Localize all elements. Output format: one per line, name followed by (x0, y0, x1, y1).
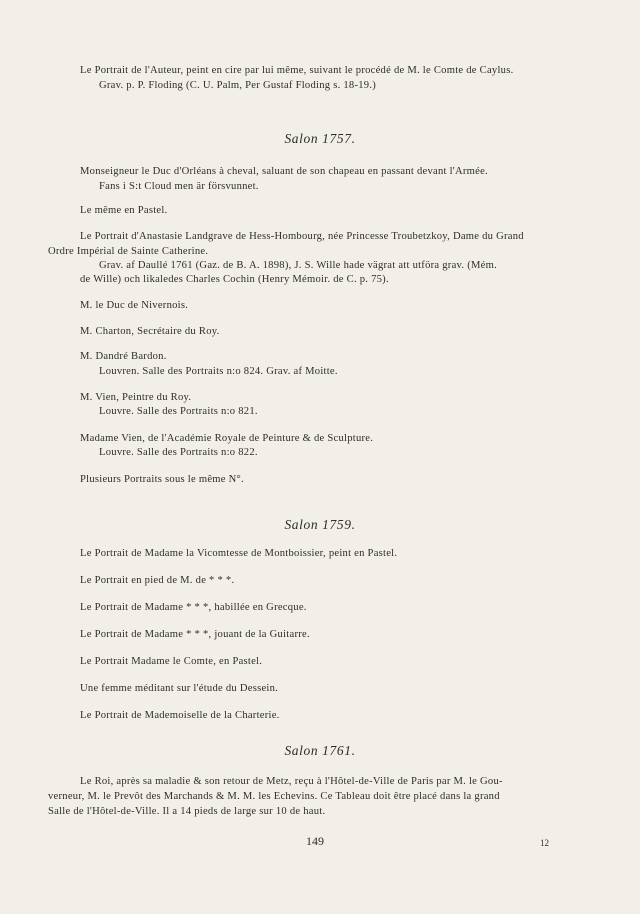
salon-1759-entry-7: Le Portrait de Mademoiselle de la Charterie. (80, 710, 280, 721)
page-number: 149 (306, 834, 324, 848)
intro-line-2: Grav. p. P. Floding (C. U. Palm, Per Gustaf Floding s. 18-19.) (99, 80, 377, 91)
intro-line-1: Le Portrait de l'Auteur, peint en cire par lui même, suivant le procédé de M. le Comte de Caylus. (80, 65, 514, 76)
salon-1757-entry-3-line-4: de Wille) och likaledes Charles Cochin (Henry Mémoir. de C. p. 75). (80, 274, 389, 285)
signature-mark: 12 (540, 838, 549, 848)
salon-1761-entry-1-line-1: Le Roi, après sa maladie & son retour de Metz, reçu à l'Hôtel-de-Ville de Paris par M. le Gou- (80, 776, 503, 787)
salon-1757-entry-2: Le même en Pastel. (80, 205, 168, 216)
salon-1759-entry-4: Le Portrait de Madame * * *, jouant de la Guitarre. (80, 629, 310, 640)
salon-1759-heading: Salon 1759. (284, 517, 356, 532)
salon-1757-entry-3-line-1: Le Portrait d'Anastasie Landgrave de Hess-Hombourg, née Princesse Troubetzkoy, Dame du Grand (80, 231, 524, 242)
salon-1757-entry-9: Plusieurs Portraits sous le même N°. (80, 474, 244, 485)
salon-1757-entry-6-line-2: Louvren. Salle des Portraits n:o 824. Grav. af Moitte. (99, 366, 338, 377)
salon-1759-entry-6: Une femme méditant sur l'étude du Dessein. (80, 683, 279, 694)
salon-1757-entry-6-line-1: M. Dandré Bardon. (80, 351, 167, 362)
salon-1761-entry-1-line-2: verneur, M. le Prevôt des Marchands & M. M. les Echevins. Ce Tableau doit être placé dans la grand (48, 791, 500, 802)
salon-1757-entry-8-line-1: Madame Vien, de l'Académie Royale de Peinture & de Sculpture. (80, 433, 374, 444)
salon-1757-entry-5: M. Charton, Secrétaire du Roy. (80, 326, 220, 337)
salon-1759-entry-2: Le Portrait en pied de M. de * * *. (80, 575, 235, 586)
salon-1757-entry-3-line-3: Grav. af Daullé 1761 (Gaz. de B. A. 1898), J. S. Wille hade vägrat att utföra grav. (Mém. (99, 260, 497, 271)
salon-1759-entry-3: Le Portrait de Madame * * *, habillée en Grecque. (80, 602, 307, 613)
salon-1757-entry-3-line-2: Ordre Impérial de Sainte Catherine. (48, 246, 209, 257)
salon-1757-entry-8-line-2: Louvre. Salle des Portraits n:o 822. (99, 447, 258, 458)
salon-1757-entry-7-line-1: M. Vien, Peintre du Roy. (80, 392, 192, 403)
salon-1759-entry-1: Le Portrait de Madame la Vicomtesse de Montboissier, peint en Pastel. (80, 548, 398, 559)
salon-1761-entry-1-line-3: Salle de l'Hôtel-de-Ville. Il a 14 pieds de large sur 10 de haut. (48, 806, 326, 817)
salon-1761-heading: Salon 1761. (284, 743, 356, 758)
salon-1757-heading: Salon 1757. (284, 131, 356, 146)
salon-1759-entry-5: Le Portrait Madame le Comte, en Pastel. (80, 656, 263, 667)
salon-1757-entry-1-line-2: Fans i S:t Cloud men är försvunnet. (99, 181, 259, 192)
salon-1757-entry-1-line-1: Monseigneur le Duc d'Orléans à cheval, saluant de son chapeau en passant devant l'Armée. (80, 166, 488, 177)
salon-1757-entry-4: M. le Duc de Nivernois. (80, 300, 189, 311)
salon-1757-entry-7-line-2: Louvre. Salle des Portraits n:o 821. (99, 406, 258, 417)
